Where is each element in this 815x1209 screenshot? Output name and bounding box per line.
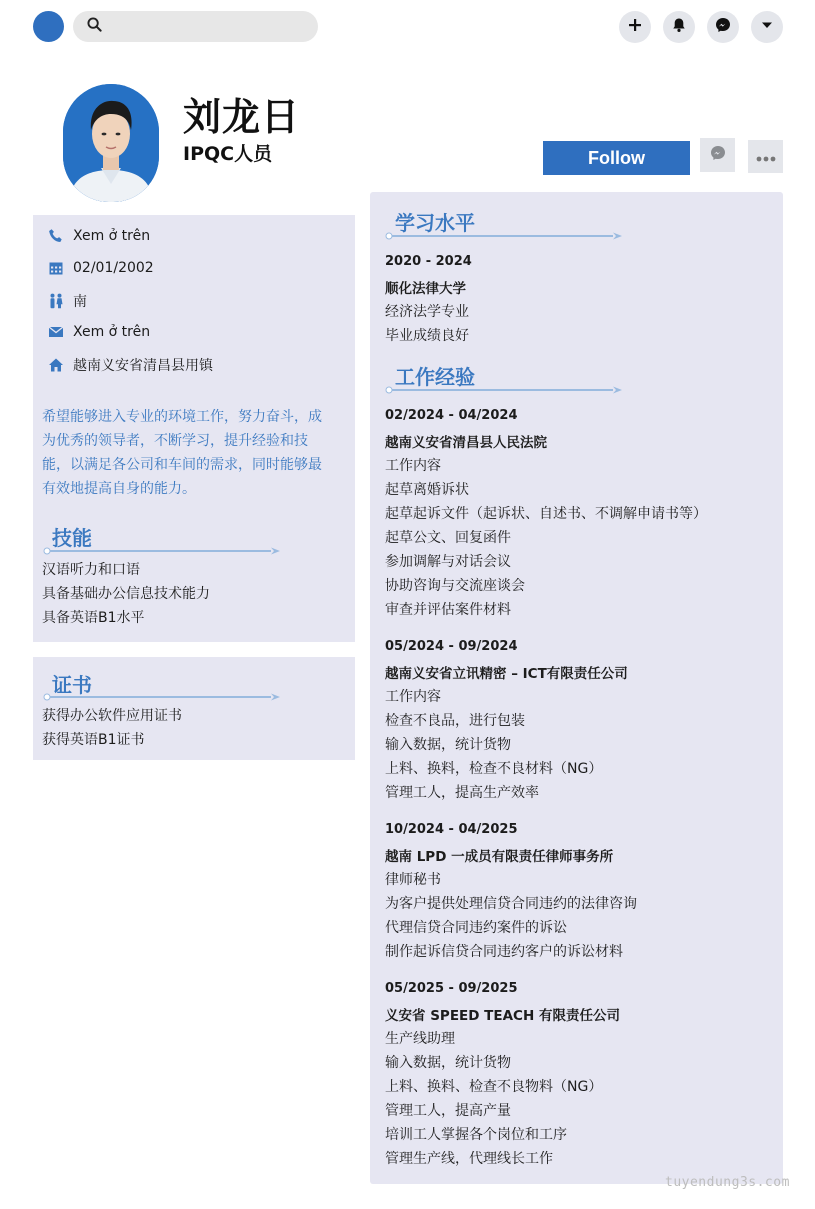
job-duty: 起草离婚诉状	[385, 482, 469, 498]
job-period: 10/2024 - 04/2025	[385, 822, 518, 837]
skills-title: 技能	[52, 526, 92, 550]
job-duty: 生产线助理	[385, 1031, 455, 1047]
section-divider	[43, 693, 281, 701]
messenger-icon	[715, 17, 731, 37]
ellipsis-icon	[756, 147, 776, 166]
job-duty: 制作起诉信贷合同违约客户的诉讼材料	[385, 944, 623, 960]
skill-item: 具备基础办公信息技术能力	[42, 586, 210, 602]
job-period: 02/2024 - 04/2024	[385, 408, 518, 423]
profile-job-title: IPQC人员	[183, 143, 273, 165]
messenger-icon	[710, 145, 726, 165]
skill-item: 汉语听力和口语	[42, 562, 140, 578]
messenger-button[interactable]	[707, 11, 739, 43]
more-options-button[interactable]	[748, 140, 783, 173]
contact-birthday-value: 02/01/2002	[73, 260, 154, 276]
job-company: 义安省 SPEED TEACH 有限责任公司	[385, 1008, 620, 1024]
career-objective: 希望能够进入专业的环境工作，努力奋斗，成为优秀的领导者，不断学习，提升经验和技能，以满足各公司和车间的需求，同时能够最有效地提高自身的能力。	[42, 409, 322, 497]
notifications-button[interactable]	[663, 11, 695, 43]
job-period: 05/2024 - 09/2024	[385, 639, 518, 654]
education-experience-panel	[370, 192, 783, 1184]
section-divider	[385, 386, 623, 394]
caret-down-icon	[759, 17, 775, 37]
job-company: 越南 LPD 一成员有限责任律师事务所	[385, 849, 614, 865]
follow-button[interactable]: Follow	[543, 141, 690, 175]
certificate-item: 获得英语B1证书	[42, 732, 145, 748]
watermark: tuyendung3s.com	[665, 1175, 790, 1190]
contact-phone-value: Xem ở trên	[73, 228, 151, 244]
job-duty: 工作内容	[385, 689, 441, 705]
section-divider	[43, 547, 281, 555]
job-duty: 管理工人，提高产量	[385, 1103, 511, 1119]
contact-birthday	[47, 259, 154, 277]
experience-title: 工作经验	[395, 365, 475, 389]
education-period: 2020 - 2024	[385, 254, 472, 269]
job-duty: 上料、换料、检查不良物料（NG）	[385, 1079, 603, 1095]
education-title: 学习水平	[395, 211, 475, 235]
bell-icon	[671, 17, 687, 37]
account-menu-button[interactable]	[751, 11, 783, 43]
search-bar[interactable]	[73, 11, 318, 42]
job-duty: 工作内容	[385, 458, 441, 474]
job-duty: 上料、换料，检查不良材料（NG）	[385, 761, 603, 777]
message-button[interactable]	[700, 138, 735, 172]
job-duty: 起草起诉文件（起诉状、自述书、不调解申请书等）	[385, 506, 707, 522]
home-icon	[47, 356, 65, 374]
education-school: 顺化法律大学	[385, 281, 466, 297]
job-period: 05/2025 - 09/2025	[385, 981, 518, 996]
job-duty: 代理信贷合同违约案件的诉讼	[385, 920, 567, 936]
site-logo[interactable]	[33, 11, 64, 42]
job-duty: 培训工人掌握各个岗位和工序	[385, 1127, 567, 1143]
certificates-panel	[33, 657, 355, 760]
create-button[interactable]	[619, 11, 651, 43]
job-duty: 管理工人，提高生产效率	[385, 785, 539, 801]
calendar-icon	[47, 259, 65, 277]
top-actions	[619, 11, 783, 43]
contact-address	[47, 355, 213, 375]
education-detail: 经济法学专业	[385, 304, 469, 320]
certificate-item: 获得办公软件应用证书	[42, 708, 182, 724]
job-duty: 参加调解与对话会议	[385, 554, 511, 570]
job-duty: 律师秘书	[385, 872, 441, 888]
personal-info-panel	[33, 215, 355, 642]
contact-address-value: 越南义安省清昌县用镇	[73, 358, 213, 374]
job-duty: 协助咨询与交流座谈会	[385, 578, 525, 594]
contact-email-value: Xem ở trên	[73, 324, 151, 340]
contact-phone	[47, 227, 150, 245]
gender-icon	[47, 292, 65, 310]
profile-name: 刘龙日	[183, 95, 301, 139]
phone-icon	[47, 227, 65, 245]
job-duty: 为客户提供处理信贷合同违约的法律咨询	[385, 896, 637, 912]
envelope-icon	[47, 323, 65, 341]
education-detail: 毕业成绩良好	[385, 328, 469, 344]
job-duty: 检查不良品，进行包装	[385, 713, 525, 729]
skill-item: 具备英语B1水平	[42, 610, 145, 626]
certificates-title: 证书	[52, 673, 92, 697]
section-divider	[385, 232, 623, 240]
job-duty: 输入数据，统计货物	[385, 1055, 511, 1071]
plus-icon	[627, 17, 643, 37]
job-duty: 管理生产线，代理线长工作	[385, 1151, 553, 1167]
profile-photo[interactable]	[63, 84, 159, 202]
job-duty: 审查并评估案件材料	[385, 602, 511, 618]
search-icon	[87, 17, 102, 36]
job-company: 越南义安省清昌县人民法院	[385, 435, 547, 451]
contact-email	[47, 323, 150, 341]
contact-gender	[47, 291, 87, 311]
job-duty: 输入数据，统计货物	[385, 737, 511, 753]
job-duty: 起草公文、回复函件	[385, 530, 511, 546]
contact-gender-value: 南	[73, 294, 87, 310]
job-company: 越南义安省立讯精密 – ICT有限责任公司	[385, 666, 628, 682]
